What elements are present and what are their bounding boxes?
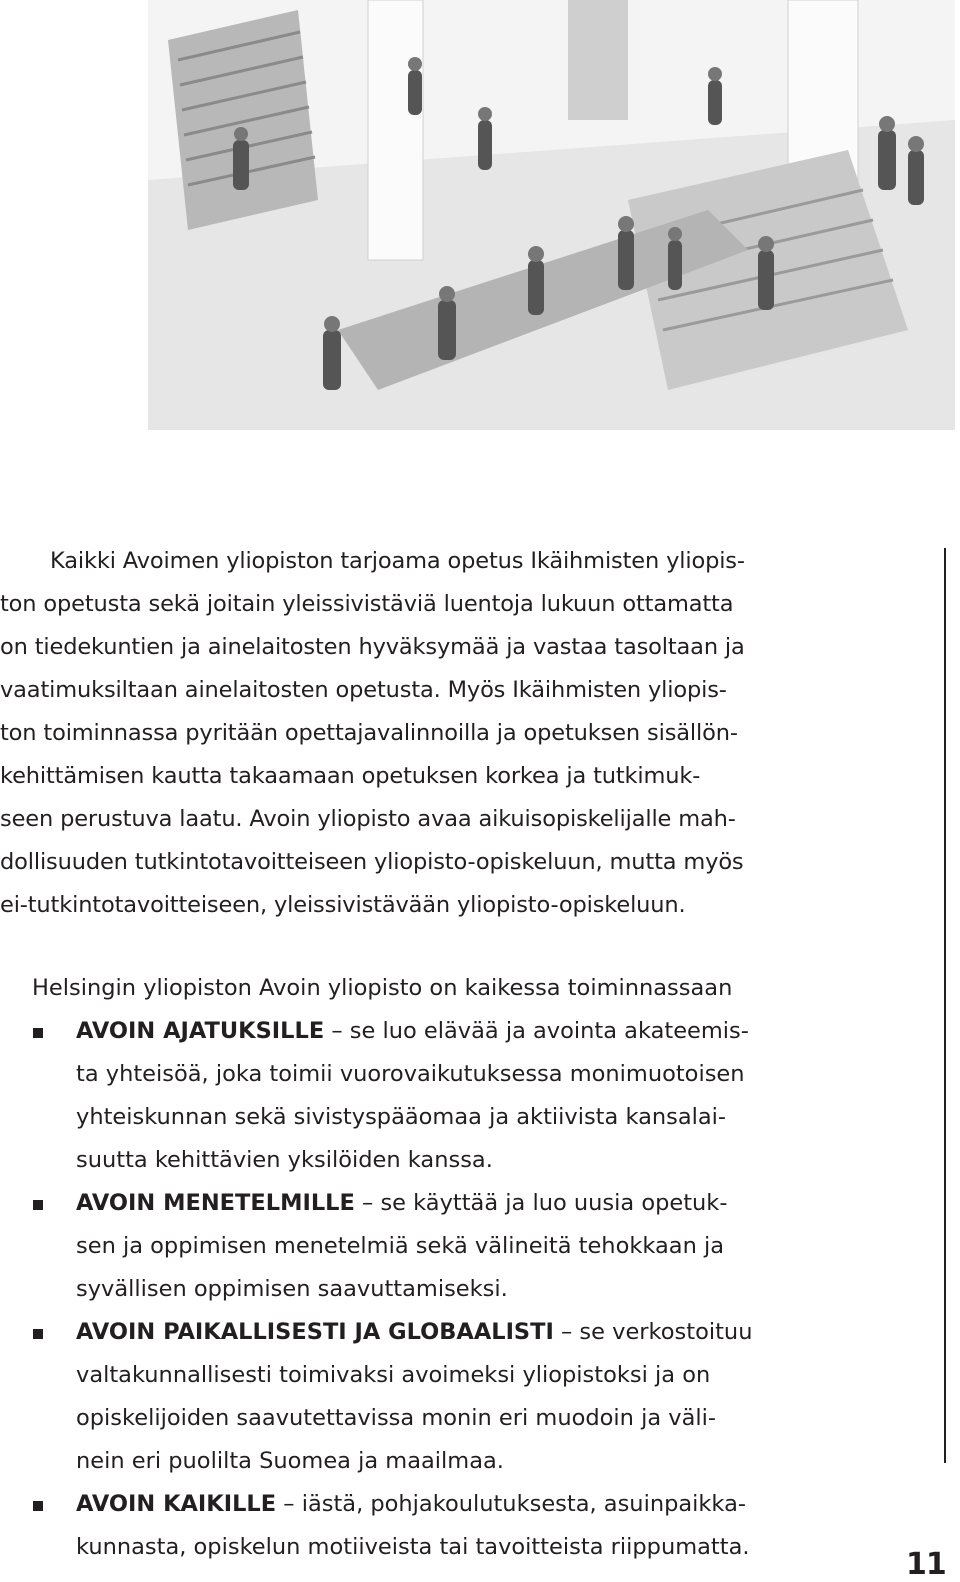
square-bullet-icon [33,1501,43,1511]
bullet-first-line [76,1311,880,1354]
bullet-line: yhteiskunnan sekä sivistyspääomaa ja aktiivista kansalai- [76,1104,727,1130]
bullet-text: – se käyttää ja luo uusia opetuk- [354,1190,728,1216]
square-bullet-icon [33,1200,43,1210]
intro-line: kehittämisen kautta takaamaan opetuksen korkea ja tutkimuk- [0,763,701,789]
vertical-rule [944,548,946,1463]
intro-line: dollisuuden tutkintotavoitteiseen yliopisto-opiskeluun, mutta myös [0,849,744,875]
bullet-line: opiskelijoiden saavutettavissa monin eri muodoin ja väli- [76,1405,716,1431]
bullet-heading: AVOIN PAIKALLISESTI JA GLOBAALISTI [76,1319,554,1345]
intro-paragraph [0,540,870,927]
bullet-first-line [76,1010,880,1053]
bullet-first-line [76,1182,880,1225]
bullet-text: – se verkostoituu [553,1319,753,1345]
square-bullet-icon [33,1329,43,1339]
bullet-line: kunnasta, opiskelun motiiveista tai tavoitteista riippumatta. [76,1534,750,1560]
bullet-line: suutta kehittävien yksilöiden kanssa. [76,1147,493,1173]
list-item [0,1311,880,1483]
bullet-line: nein eri puolilta Suomea ja maailmaa. [76,1448,504,1474]
lead-sentence: Helsingin yliopiston Avoin yliopisto on kaikessa toiminnassaan [32,975,733,1001]
bullet-heading: AVOIN MENETELMILLE [76,1190,355,1216]
bullet-heading: AVOIN AJATUKSILLE [76,1018,325,1044]
lobby-photo-icon [148,0,955,430]
intro-line: seen perustuva laatu. Avoin yliopisto avaa aikuisopiskelijalle mah- [0,806,736,832]
intro-line: ei-tutkintotavoitteiseen, yleissivistävään yliopisto-opiskeluun. [0,892,686,918]
bullet-line: sen ja oppimisen menetelmiä sekä välineitä tehokkaan ja [76,1233,725,1259]
bullet-line: valtakunnallisesti toimivaksi avoimeksi yliopistoksi ja on [76,1362,711,1388]
intro-line: ton opetusta sekä joitain yleissivistäviä luentoja lukuun ottamatta [0,591,734,617]
page-number: 11 [906,1547,946,1582]
list-item [0,1182,880,1311]
lobby-photo [148,0,955,430]
list-item [0,1010,880,1182]
intro-line: on tiedekuntien ja ainelaitosten hyväksymää ja vastaa tasoltaan ja [0,634,745,660]
square-bullet-icon [33,1028,43,1038]
bullet-heading: AVOIN KAIKILLE [76,1491,277,1517]
bullet-list [0,1010,880,1569]
intro-line: vaatimuksiltaan ainelaitosten opetusta. Myös Ikäihmisten yliopis- [0,677,727,703]
bullet-first-line [76,1483,880,1526]
bullet-line: syvällisen oppimisen saavuttamiseksi. [76,1276,508,1302]
bullet-text: – iästä, pohjakoulutuksesta, asuinpaikka- [276,1491,746,1517]
intro-line: ton toiminnassa pyritään opettajavalinnoilla ja opetuksen sisällön- [0,720,738,746]
bullet-text: – se luo elävää ja avointa akateemis- [324,1018,749,1044]
list-item [0,1483,880,1569]
intro-line: Kaikki Avoimen yliopiston tarjoama opetus Ikäihmisten yliopis- [50,548,745,574]
bullet-line: ta yhteisöä, joka toimii vuorovaikutuksessa monimuotoisen [76,1061,745,1087]
